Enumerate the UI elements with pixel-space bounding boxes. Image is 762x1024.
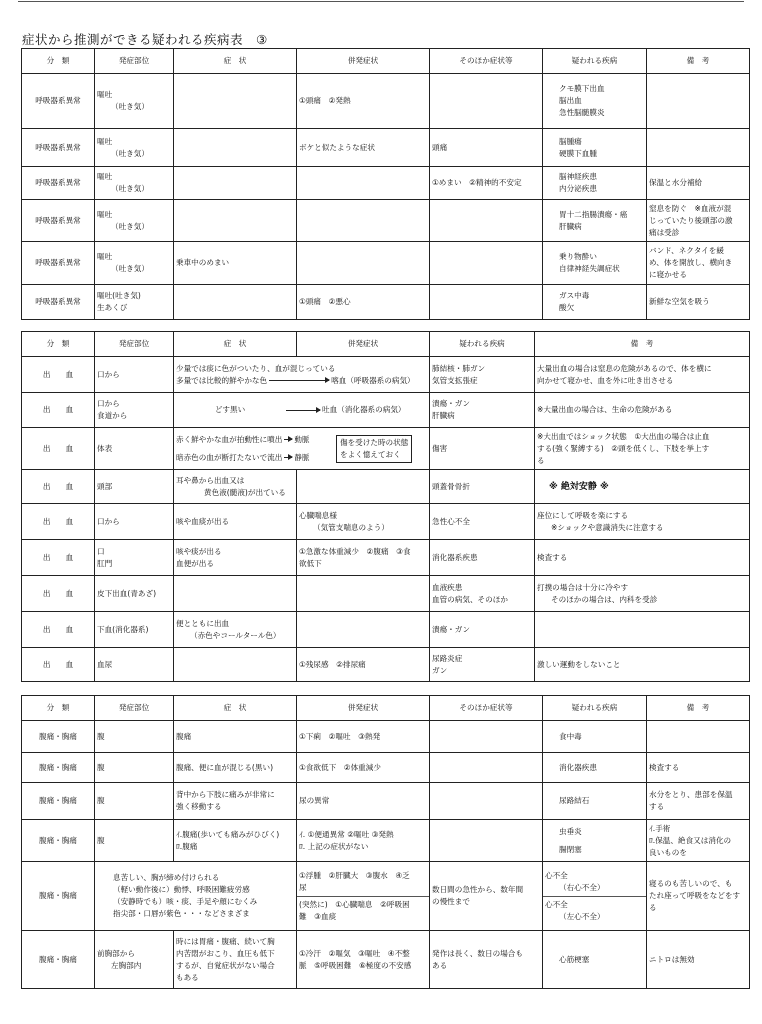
category-cell: 出 血: [22, 648, 95, 682]
other-cell: [430, 242, 543, 285]
category-cell: 腹痛・胸痛: [22, 862, 95, 931]
disease-cell: 潰瘍・ガン 肝臓病: [430, 393, 535, 428]
complication-cell: [297, 242, 430, 285]
other-cell: ①めまい ②精神的不安定: [430, 167, 543, 200]
note-cell: ｲ.手術 ﾛ.保温、絶食又は消化の 良いものを: [647, 820, 750, 862]
category-cell: 出 血: [22, 357, 95, 393]
note-cell: ニトロは無効: [647, 931, 750, 989]
complication-cell: [297, 612, 430, 648]
site-cell: 頭部: [95, 470, 174, 504]
other-cell: 発作は長く、数日の場合も ある: [430, 931, 543, 989]
table-row: [22, 783, 750, 820]
table-row: [22, 540, 750, 576]
note-cell: [647, 721, 750, 753]
complication-cell: ①浮腫 ②肝臓大 ③腹水 ④乏 尿 (突然に) ①心臓喘息 ②呼吸困 難 ③血痰: [297, 862, 430, 931]
category-cell: 腹痛・胸痛: [22, 820, 95, 862]
symptom-cell: どす黒い 吐血（消化器系の病気）: [174, 393, 430, 428]
category-cell: 腹痛・胸痛: [22, 721, 95, 753]
disease-cell: 心筋梗塞: [543, 931, 647, 989]
symptom-cell: 耳や鼻から出血又は 黄色液(髄液)が出ている: [174, 470, 297, 504]
table-bleeding: [21, 331, 750, 682]
complication-cell: 心臓喘息様 （気管支喘息のよう）: [297, 504, 430, 540]
col-header: 症 状: [174, 49, 297, 74]
disease-cell: 消化器系疾患: [430, 540, 535, 576]
other-cell: [430, 721, 543, 753]
site-cell: 嘔吐(吐き気) 生あくび: [95, 285, 174, 320]
table-row: [22, 242, 750, 285]
col-header: 併発症状: [297, 696, 430, 721]
site-cell: 腹: [95, 783, 174, 820]
symptom-cell: 咳や血痰が出る: [174, 504, 297, 540]
symptom-cell: [174, 285, 297, 320]
note-cell: 新鮮な空気を吸う: [647, 285, 750, 320]
category-cell: 呼吸器系異常: [22, 200, 95, 242]
site-cell: 腹: [95, 753, 174, 783]
site-cell: 口 肛門: [95, 540, 174, 576]
disease-cell: ガス中毒 酸欠: [543, 285, 647, 320]
complication-cell: [297, 470, 430, 504]
disease-cell: 虫垂炎 腸閉塞: [543, 820, 647, 862]
note-cell: 打撲の場合は十分に冷やす そのほかの場合は、内科を受診: [535, 576, 750, 612]
note-cell: 水分をとり、患部を保温 する: [647, 783, 750, 820]
complication-cell: [297, 576, 430, 612]
col-header: 分 類: [22, 696, 95, 721]
other-cell: [430, 820, 543, 862]
note-cell: 激しい運動をしないこと: [535, 648, 750, 682]
site-cell: 嘔吐 （吐き気）: [95, 167, 174, 200]
disease-cell: 尿路結石: [543, 783, 647, 820]
site-cell: 口から: [95, 357, 174, 393]
arrow-icon: [286, 410, 320, 411]
category-cell: 呼吸器系異常: [22, 285, 95, 320]
other-cell: 数日間の急性から、数年間 の慢性まで: [430, 862, 543, 931]
note-cell: 座位にして呼吸を楽にする ※ショックや意識消失に注意する: [535, 504, 750, 540]
disease-cell: 急性心不全: [430, 504, 535, 540]
note-cell: 保温と水分補給: [647, 167, 750, 200]
site-cell: 下血(消化器系): [95, 612, 174, 648]
symptom-cell: [174, 74, 297, 129]
note-cell: ※大出血ではショック状態 ①大出血の場合は止血 する(強く緊縛する) ②頭を低くし、下肢を挙上す る: [535, 428, 750, 470]
category-cell: 出 血: [22, 393, 95, 428]
disease-cell: 尿路炎症 ガン: [430, 648, 535, 682]
table-row: [22, 167, 750, 200]
table-respiratory: [21, 48, 750, 320]
site-cell: 口から 食道から: [95, 393, 174, 428]
table-row: [22, 428, 750, 470]
table-row: [22, 285, 750, 320]
site-cell: 腹: [95, 721, 174, 753]
table-header-row: [22, 49, 750, 74]
disease-cell: クモ膜下出血 脳出血 急性脳髄膜炎: [543, 74, 647, 129]
note-cell: 窒息を防ぐ ※血液が混 じっていたり後頭部の激 痛は受診: [647, 200, 750, 242]
disease-cell: 頭蓋骨骨折: [430, 470, 535, 504]
site-cell: 腹: [95, 820, 174, 862]
symptom-cell: 少量では痰に色がついたり、血が混じっている 多量では比較的鮮やかな色 喀血（呼吸器系の病気）: [174, 357, 430, 393]
table-row: [22, 504, 750, 540]
complication-cell: ｲ. ①便通異常 ②嘔吐 ③発熱 ﾛ. 上記の症状がない: [297, 820, 430, 862]
site-cell: 嘔吐 （吐き気）: [95, 74, 174, 129]
category-cell: 出 血: [22, 612, 95, 648]
disease-cell: 心不全 （右心不全） 心不全 （左心不全）: [543, 862, 647, 931]
category-cell: 腹痛・胸痛: [22, 753, 95, 783]
complication-cell: ①残尿感 ②排尿痛: [297, 648, 430, 682]
symptom-cell: [174, 200, 297, 242]
category-cell: 出 血: [22, 470, 95, 504]
col-header: 発症部位: [95, 332, 174, 357]
site-cell: 嘔吐 （吐き気）: [95, 200, 174, 242]
category-cell: 呼吸器系異常: [22, 242, 95, 285]
table-row: [22, 862, 750, 931]
note-cell: 大量出血の場合は窒息の危険があるので、体を横に 向かせて寝かせ、血を外に吐き出させる: [535, 357, 750, 393]
table-row: [22, 470, 750, 504]
note-cell: [647, 129, 750, 167]
other-cell: [430, 783, 543, 820]
table-row: [22, 931, 750, 989]
arrow-icon: [269, 380, 329, 381]
site-cell: 体表: [95, 428, 174, 470]
symptom-cell: [174, 129, 297, 167]
symptom-cell: 背中から下肢に痛みが非常に 強く移動する: [174, 783, 297, 820]
note-cell: 検査する: [647, 753, 750, 783]
note-cell: [647, 74, 750, 129]
disease-cell: 脳腫瘍 硬膜下血腫: [543, 129, 647, 167]
arrow-icon: [284, 457, 292, 458]
divider: [297, 896, 429, 897]
category-cell: 呼吸器系異常: [22, 167, 95, 200]
memo-box: 傷を受けた時の状態 をよく憶えておく: [336, 435, 412, 463]
disease-cell: 血液疾患 血管の病気、そのほか: [430, 576, 535, 612]
symptom-cell: [174, 648, 297, 682]
complication-cell: ①頭痛 ②発熱: [297, 74, 430, 129]
other-cell: [430, 74, 543, 129]
symptom-cell: ｲ.腹痛(歩いても痛みがひびく) ﾛ.腹痛: [174, 820, 297, 862]
complication-cell: ①冷汗 ②嘔気 ③嘔吐 ④不整 脈 ⑤呼吸困難 ⑥極度の不安感: [297, 931, 430, 989]
table-abdominal-chest: [21, 695, 750, 989]
note-cell: [535, 612, 750, 648]
symptom-cell: 腹痛、便に血が混じる(黒い): [174, 753, 297, 783]
col-header: 疑われる疾病: [543, 49, 647, 74]
top-rule: [18, 1, 744, 2]
table-header-row: [22, 332, 750, 357]
disease-cell: 肺結核・肺ガン 気管支拡張症: [430, 357, 535, 393]
table-row: [22, 612, 750, 648]
table-row: [22, 820, 750, 862]
category-cell: 出 血: [22, 540, 95, 576]
symptom-cell: 咳や痰が出る 血便が出る: [174, 540, 297, 576]
category-cell: 呼吸器系異常: [22, 74, 95, 129]
category-cell: 腹痛・胸痛: [22, 931, 95, 989]
complication-cell: 尿の異常: [297, 783, 430, 820]
page-title: 症状から推測ができる疑われる疾病表 ③: [22, 32, 268, 47]
table-header-row: [22, 696, 750, 721]
category-cell: 呼吸器系異常: [22, 129, 95, 167]
disease-cell: 消化器疾患: [543, 753, 647, 783]
note-cell: 寝るのも苦しいので、も たれ座って呼吸をなどをす る: [647, 862, 750, 931]
col-header: 併発症状: [297, 332, 430, 357]
col-header: 備 考: [647, 696, 750, 721]
divider: [543, 896, 646, 897]
col-header: 備 考: [647, 49, 750, 74]
table-row: [22, 357, 750, 393]
table-row: [22, 721, 750, 753]
other-cell: [430, 285, 543, 320]
disease-cell: 乗り物酔い 自律神経失調症状: [543, 242, 647, 285]
table-row: [22, 648, 750, 682]
disease-cell: 食中毒: [543, 721, 647, 753]
other-cell: [430, 753, 543, 783]
note-cell: バンド、ネクタイを緩 め、体を開放し、横向き に寝かせる: [647, 242, 750, 285]
col-header: 分 類: [22, 49, 95, 74]
disease-cell: 脳神経疾患 内分泌疾患: [543, 167, 647, 200]
table-row: [22, 200, 750, 242]
category-cell: 腹痛・胸痛: [22, 783, 95, 820]
category-cell: 出 血: [22, 504, 95, 540]
col-header: 症 状: [174, 696, 297, 721]
site-cell: 嘔吐 （吐き気）: [95, 129, 174, 167]
table-row: [22, 576, 750, 612]
col-header: 併発症状: [297, 49, 430, 74]
symptom-cell: 便とともに出血 （赤色やコールタール色）: [174, 612, 297, 648]
note-cell: ※ 絶対安静 ※: [535, 470, 750, 504]
complication-cell: ボケと似たような症状: [297, 129, 430, 167]
category-cell: 出 血: [22, 428, 95, 470]
category-cell: 出 血: [22, 576, 95, 612]
col-header: 備 考: [535, 332, 750, 357]
note-cell: 検査する: [535, 540, 750, 576]
complication-cell: ①急激な体重減少 ②腹痛 ③食 欲低下: [297, 540, 430, 576]
symptom-cell: 時には胃痛・腹痛、続いて胸 内苦悶がおこり、血圧も低下 するが、自覚症状がない場合 もある: [174, 931, 297, 989]
table-row: [22, 753, 750, 783]
arrow-icon: [284, 439, 292, 440]
col-header: 発症部位: [95, 696, 174, 721]
table-row: [22, 74, 750, 129]
disease-cell: 胃十二指腸潰瘍・癌 肝臓病: [543, 200, 647, 242]
complication-cell: [297, 167, 430, 200]
site-cell: 嘔吐 （吐き気）: [95, 242, 174, 285]
complication-cell: ①頭痛 ②悪心: [297, 285, 430, 320]
symptom-cell: [174, 576, 297, 612]
symptom-cell: [174, 167, 297, 200]
complication-cell: ①食欲低下 ②体重減少: [297, 753, 430, 783]
col-header: 症 状: [174, 332, 297, 357]
disease-cell: 潰瘍・ガン: [430, 612, 535, 648]
other-cell: 頭痛: [430, 129, 543, 167]
col-header: 疑われる疾病: [543, 696, 647, 721]
site-cell: 皮下出血(青あざ): [95, 576, 174, 612]
col-header: 疑われる疾病: [430, 332, 535, 357]
site-cell: 血尿: [95, 648, 174, 682]
complication-cell: [297, 200, 430, 242]
symptom-cell: 乗車中のめまい: [174, 242, 297, 285]
col-header: 発症部位: [95, 49, 174, 74]
other-cell: [430, 200, 543, 242]
symptom-cell: 息苦しい、胸が締め付けられる （軽い動作後に）動悸、呼吸困難疲労感 （安静時でも）咳・痰、手足や顔にむくみ 指尖部・口唇が紫色・・・などさまざま: [95, 862, 297, 931]
disease-cell: 傷害: [430, 428, 535, 470]
note-cell: ※大量出血の場合は、生命の危険がある: [535, 393, 750, 428]
site-cell: 前胸部から 左胸部内: [95, 931, 174, 989]
col-header: そのほか症状等: [430, 49, 543, 74]
symptom-cell: 赤く鮮やかな血が拍動性に噴出 動脈 暗赤色の血が断打たないで流出 静脈 傷を受けた時の状態 をよく憶えておく: [174, 428, 430, 470]
symptom-cell: 腹痛: [174, 721, 297, 753]
table-row: [22, 129, 750, 167]
col-header: 分 類: [22, 332, 95, 357]
site-cell: 口から: [95, 504, 174, 540]
table-row: [22, 393, 750, 428]
complication-cell: ①下痢 ②嘔吐 ③熱発: [297, 721, 430, 753]
col-header: そのほか症状等: [430, 696, 543, 721]
